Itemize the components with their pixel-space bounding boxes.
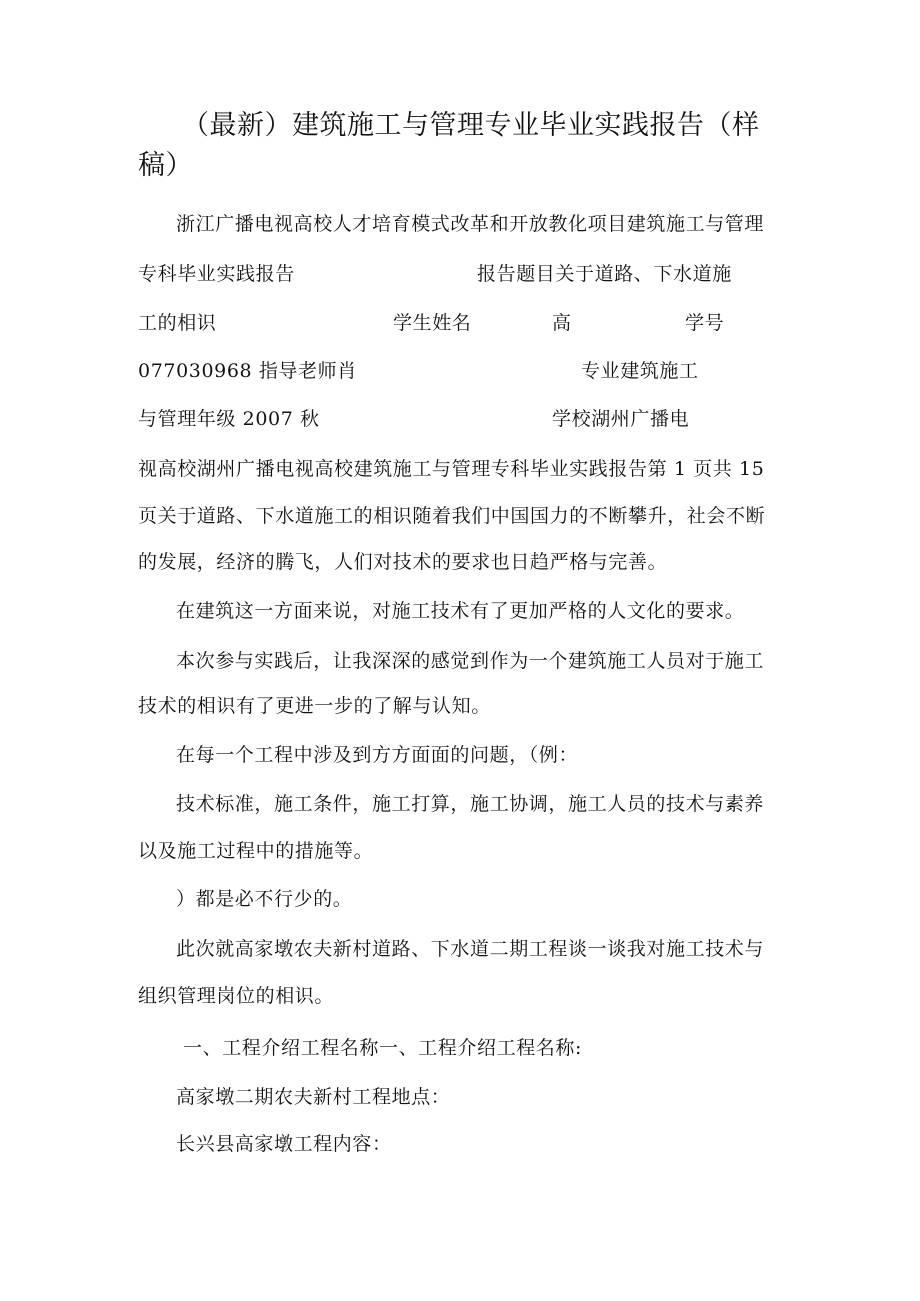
body-line: ）都是必不行少的。 — [176, 888, 353, 910]
header-line-2-left: 专科毕业实践报告 — [138, 263, 295, 285]
section-heading: 一、工程介绍工程名称一、工程介绍工程名称: — [183, 1037, 583, 1059]
header-line-3-a: 工的相识 — [138, 312, 217, 334]
header-line-3-c: 高 — [552, 312, 572, 334]
document-title: （最新）建筑施工与管理专业毕业实践报告（样稿） — [138, 110, 760, 181]
body-line: 以及施工过程中的措施等。 — [138, 840, 374, 862]
body-line: 组织管理岗位的相识。 — [138, 985, 335, 1007]
header-line-4-b: 专业建筑施工 — [581, 360, 699, 382]
body-line: 在建筑这一方面来说，对施工技术有了更加严格的人文化的要求。 — [176, 600, 745, 622]
header-line-3-b: 学生姓名 — [393, 312, 472, 334]
body-line: 高家墩二期农夫新村工程地点： — [176, 1086, 451, 1108]
body-line: 长兴县高家墩工程内容： — [176, 1133, 392, 1155]
body-line: 此次就高家墩农夫新村道路、下水道二期工程谈一谈我对施工技术与 — [176, 938, 765, 960]
body-line: 技术的相识有了更进一步的了解与认知。 — [138, 695, 491, 717]
header-line-1: 浙江广播电视高校人才培育模式改革和开放教化项目建筑施工与管理 — [176, 213, 765, 235]
body-line: 本次参与实践后，让我深深的感觉到作为一个建筑施工人员对于施工 — [176, 650, 765, 672]
header-line-5-b: 学校湖州广播电 — [552, 408, 690, 430]
body-line: 的发展，经济的腾飞，人们对技术的要求也日趋严格与完善。 — [138, 551, 668, 573]
header-line-3-d: 学号 — [685, 312, 725, 334]
header-line-5-a: 与管理年级 2007 秋 — [138, 408, 320, 430]
header-line-4-a: 077030968 指导老师肖 — [138, 360, 357, 382]
body-line: 视高校湖州广播电视高校建筑施工与管理专科毕业实践报告第 1 页共 15 — [138, 458, 765, 480]
header-line-2-right: 报告题目关于道路、下水道施 — [477, 263, 732, 285]
body-line: 页关于道路、下水道施工的相识随着我们中国国力的不断攀升，社会不断 — [138, 505, 766, 527]
body-line: 技术标准，施工条件，施工打算，施工协调，施工人员的技术与素养 — [176, 793, 765, 815]
body-line: 在每一个工程中涉及到方方面面的问题，（例： — [176, 744, 579, 766]
